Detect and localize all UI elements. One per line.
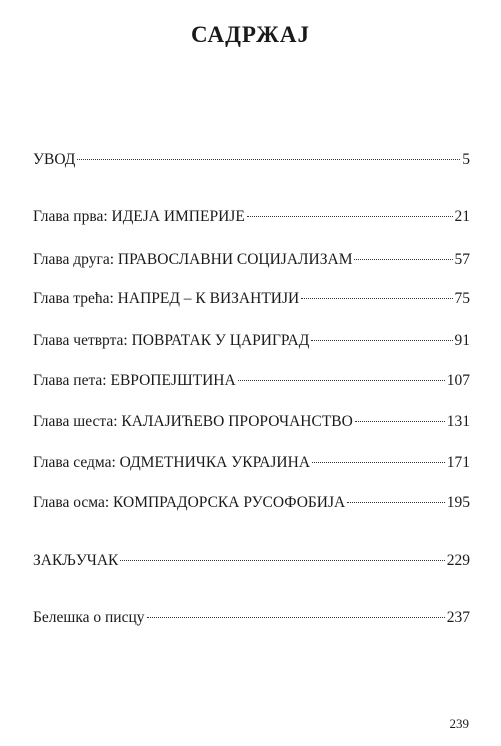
toc-entry-page: 131 <box>446 413 470 430</box>
toc-entry[interactable] <box>33 552 470 574</box>
toc-entry-page: 5 <box>462 151 470 168</box>
toc-entry-page: 171 <box>446 454 470 471</box>
toc-entry-label: Белешка о писцу <box>33 609 145 626</box>
toc-entry-page: 107 <box>446 372 470 389</box>
toc-entry-label: Глава осма: КОМПРАДОРСКА РУСОФОБИЈА <box>33 494 346 511</box>
toc-entry-page: 75 <box>454 290 470 307</box>
dot-leader <box>247 215 453 217</box>
toc-entry[interactable] <box>33 454 470 476</box>
toc-entry[interactable] <box>33 494 470 516</box>
page-number: 239 <box>449 716 469 731</box>
dot-leader <box>120 559 444 561</box>
toc-entry[interactable] <box>33 332 470 354</box>
toc-entry-label: Глава друга: ПРАВОСЛАВНИ СОЦИЈАЛИЗАМ <box>33 251 353 268</box>
dot-leader <box>301 297 452 299</box>
toc-entry-label: ЗАКЉУЧАК <box>33 552 119 569</box>
toc-entry-page: 195 <box>446 494 470 511</box>
dot-leader <box>238 379 445 381</box>
toc-entry[interactable] <box>33 151 470 173</box>
toc-entry[interactable] <box>33 251 470 273</box>
toc-entry-label: Глава седма: ОДМЕТНИЧКА УКРАЈИНА <box>33 454 311 471</box>
toc-entry-label: Глава трећа: НАПРЕД – К ВИЗАНТИЈИ <box>33 290 300 307</box>
toc-entry-label: Глава прва: ИДЕЈА ИМПЕРИЈЕ <box>33 208 245 225</box>
toc-entry[interactable] <box>33 290 470 312</box>
toc-entry-label: Глава четврта: ПОВРАТАК У ЦАРИГРАД <box>33 332 310 349</box>
dot-leader <box>355 420 445 422</box>
toc-entry[interactable] <box>33 413 470 435</box>
toc-entry-label: УВОД <box>33 151 76 168</box>
toc-entry-label: Глава пета: ЕВРОПЕЈШТИНА <box>33 372 236 389</box>
toc-entry[interactable] <box>33 609 470 631</box>
dot-leader <box>354 258 452 260</box>
toc-entry-page: 57 <box>454 251 470 268</box>
dot-leader <box>311 339 452 341</box>
toc-entry-page: 237 <box>446 609 470 626</box>
toc-entry-page: 229 <box>446 552 470 569</box>
page-title: САДРЖАЈ <box>191 22 310 47</box>
toc-entry-label: Глава шеста: КАЛАЈИЋЕВО ПРОРОЧАНСТВО <box>33 413 353 430</box>
dot-leader <box>312 461 445 463</box>
toc-entry[interactable] <box>33 208 470 230</box>
dot-leader <box>77 158 460 160</box>
toc-entry-page: 91 <box>454 332 470 349</box>
toc-entry-page: 21 <box>454 208 470 225</box>
dot-leader <box>147 616 445 618</box>
toc-entry[interactable] <box>33 372 470 394</box>
dot-leader <box>347 501 445 503</box>
